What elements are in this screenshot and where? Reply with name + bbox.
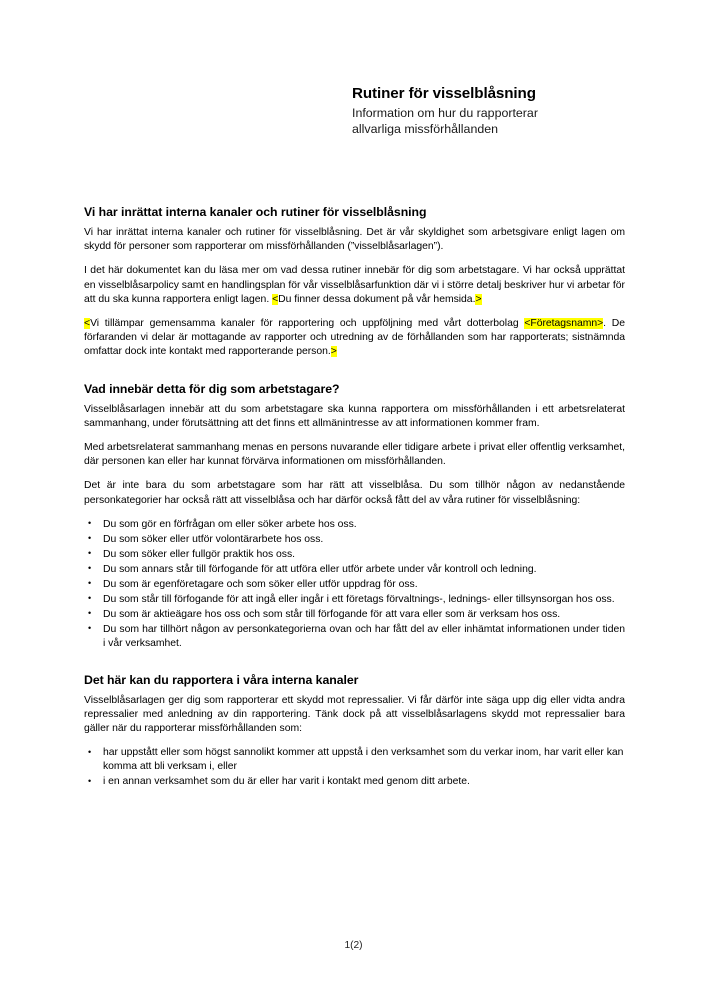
section-interna-kanaler [84,205,625,360]
paragraph-7: Visselblåsarlagen ger dig som rapporterar ett skydd mot repressalier. Vi får därför inte säga upp dig eller vidta andra repressalier med anledning av din rapportering. Tänk dock på att visselblåsarlagens skydd mot repressalier bara gäller när du rapporterar missförhållanden som: [84,694,625,735]
paragraph-5: Med arbetsrelaterat sammanhang menas en persons nuvarande eller tidigare arbete i privat eller offentlig verksamhet, där personen kan eller har kunnat förvärva informationen om missförhållanden. [84,442,625,468]
list-item: • Du som är aktieägare hos oss och som står till förfogande för att vara eller som är verksam hos oss. [84,608,625,622]
document-body [84,205,625,790]
paragraph-2-open-bracket: < [272,293,279,305]
paragraph-3-middle-a: Vi tillämpar gemensamma kanaler för rapportering och uppföljning med vårt dotterbolag [90,318,525,329]
paragraph-3-open-bracket: < [84,318,91,329]
document-subtitle-line-2: allvarliga missförhållanden [352,122,499,137]
section-heading-1: Vi har inrättat interna kanaler och rutiner för visselblåsning [84,205,427,219]
section-rapportera [84,673,625,790]
list-item: • Du som är egenföretagare och som söker eller utför uppdrag för oss. [84,578,625,592]
paragraph-3 [84,317,625,360]
paragraph-3-close-bracket: > [330,346,337,358]
paragraph-4: Visselblåsarlagen innebär att du som arbetstagare ska kunna rapportera om missförhållanden i ett arbetsrelaterat sammanhang, under förutsättning att det finns ett allmänintresse av att informationen kommer fram. [84,403,625,429]
section-arbetstagare [84,382,625,651]
company-name-placeholder: <Företagsnamn> [524,318,604,329]
paragraph-2-prefix: I det här dokumentet kan du läsa mer om vad dessa rutiner innebär för dig som arbetstagare. Vi har också upprättat en visselblåsarpolicy samt en handlingsplan för vår visselblåsarfunktion där vi i större detalj beskriver hur vi arbetar för att du ska kunna rapportera enligt lagen. [84,265,625,305]
document-header [352,84,625,138]
paragraph-1: Vi har inrättat interna kanaler och rutiner för visselblåsning. Det är vår skyldighet som arbetsgivare enligt lagen om skydd för personer som rapporterar om missförhållanden (”visselblåsarlagen”). [84,226,625,253]
section-heading-2: Vad innebär detta för dig som arbetstagare? [84,381,340,396]
page-footer [0,940,707,951]
document-title: Rutiner för visselblåsning [352,85,536,102]
personkategorier-list [84,518,625,651]
list-item: • Du som annars står till förfogande för att utföra eller utför arbete under vår kontroll och ledning. [84,563,625,577]
paragraph-2-close-bracket: > [475,293,482,305]
page-number: 1(2) [344,940,363,951]
document-subtitle-line-1: Information om hur du rapporterar [352,105,538,120]
list-item: • Du som söker eller utför volontärarbete hos oss. [84,533,625,547]
section-heading-3: Det här kan du rapportera i våra interna kanaler [84,672,359,687]
list-item: • Du som har tillhört någon av personkategorierna ovan och har fått del av eller inhämtat informationen under tiden i vår verksamhet. [84,623,625,651]
list-item: • Du som gör en förfrågan om eller söker arbete hos oss. [84,518,625,532]
paragraph-2-middle: Du finner dessa dokument på vår hemsida. [278,293,476,305]
paragraph-3-middle-b: . De förfaranden vi delar är mottagande av rapporter och utredning av de förhållanden som har rapporterats; sistnämnda omfattar dock inte kontakt med rapporterande person. [84,318,625,358]
list-item: • har uppstått eller som högst sannolikt kommer att uppstå i den verksamhet som du verkar inom, har varit eller kan komma att bli verksam i, eller [84,746,625,774]
rapportera-list [84,746,625,789]
list-item: • i en annan verksamhet som du är eller har varit i kontakt med genom ditt arbete. [84,775,625,789]
list-item: • Du som söker eller fullgör praktik hos oss. [84,548,625,562]
paragraph-6: Det är inte bara du som arbetstagare som har rätt att visselblåsa. Du som tillhör någon av nedanstående personkategorier har också rätt att visselblåsa och har därför också fått del av våra rutiner för visselblåsning: [84,480,625,506]
document-subtitle [352,105,625,138]
paragraph-2 [84,264,625,307]
list-item: • Du som står till förfogande för att ingå eller ingår i ett företags förvaltnings-, lednings- eller tillsynsorgan hos oss. [84,593,625,607]
